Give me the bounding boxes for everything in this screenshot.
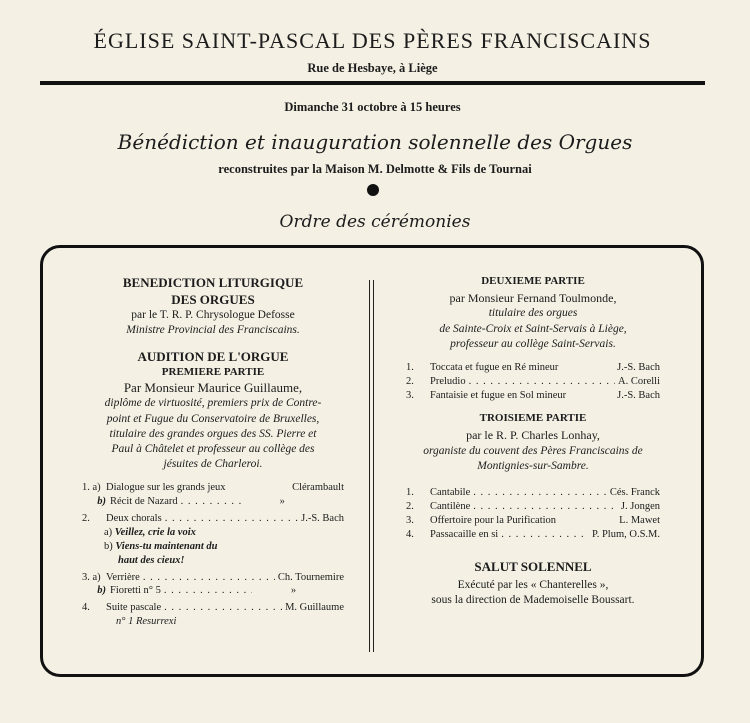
sub-item-label: b) xyxy=(104,540,113,552)
item-title: Cantilène xyxy=(430,500,471,512)
item-number: 3. xyxy=(406,514,414,526)
organist-name: Par Monsieur Maurice Guillaume, xyxy=(123,380,303,396)
program-item xyxy=(406,375,660,389)
organist-name: par le R. P. Charles Lonhay, xyxy=(466,427,600,442)
organist-bio-line: titulaire des orgues xyxy=(488,307,578,320)
header-rule xyxy=(40,81,705,85)
left-column xyxy=(82,274,344,629)
event-date: Dimanche 31 octobre à 15 heures xyxy=(284,100,461,114)
program-item xyxy=(406,389,660,403)
organist-bio-line: de Sainte-Croix et Saint-Servais à Liège, xyxy=(439,322,627,335)
program-item xyxy=(82,571,344,585)
item-composer: L. Mawet xyxy=(619,514,660,526)
item-title: Preludio xyxy=(430,375,466,387)
sub-item-title: Veillez, crie la voix xyxy=(114,526,196,538)
sub-item-title: Viens-tu maintenant du xyxy=(115,540,218,552)
organist-bio-line: Montignies-sur-Sambre. xyxy=(477,459,589,472)
order-title: Ordre des cérémonies xyxy=(279,212,471,232)
item-composer: » xyxy=(279,496,285,508)
item-title: Cantabile xyxy=(430,487,471,499)
item-number: 1. a) xyxy=(82,482,101,494)
sub-item xyxy=(82,526,344,540)
item-title: Récit de Nazard xyxy=(110,496,178,508)
section-heading: DES ORGUES xyxy=(171,292,255,308)
item-number: 1. xyxy=(406,361,414,373)
item-composer: » xyxy=(290,585,297,597)
column-divider-line xyxy=(369,280,370,652)
salut-line: sous la direction de Mademoiselle Boussart. xyxy=(431,593,635,606)
sub-item-continuation: haut des cieux! xyxy=(118,554,185,566)
part-heading: TROISIEME PARTIE xyxy=(479,412,587,425)
organist-bio-line: organiste du couvent des Pères Franciscains de xyxy=(423,444,643,457)
sub-item-label: a) xyxy=(104,526,113,538)
column-divider-line xyxy=(373,280,374,652)
sub-item xyxy=(82,540,344,554)
bullet-dot xyxy=(367,184,379,196)
item-composer: Ch. Tournemire xyxy=(277,571,344,583)
program-item xyxy=(406,528,660,542)
item-composer: J.-S. Bach xyxy=(617,361,660,373)
officiant-role: Ministre Provincial des Franciscains. xyxy=(126,324,300,337)
program-item xyxy=(82,584,344,598)
item-composer: J.-S. Bach xyxy=(301,513,344,525)
item-number: 2. xyxy=(406,500,414,512)
church-address: Rue de Hesbaye, à Liège xyxy=(307,61,438,75)
organist-bio-line: point et Fugue du Conservatoire de Bruxelles, xyxy=(106,412,320,425)
right-column xyxy=(406,274,660,608)
item-title: Dialogue sur les grands jeux xyxy=(106,482,226,494)
item-number: b) xyxy=(97,496,106,508)
organist-bio-line: jésuites de Charleroi. xyxy=(163,458,263,471)
salut-line: Exécuté par les « Chanterelles », xyxy=(457,578,609,591)
organist-bio-line: diplôme de virtuosité, premiers prix de Contre- xyxy=(104,397,322,410)
item-composer: A. Corelli xyxy=(618,375,660,387)
item-composer: J.-S. Bach xyxy=(617,389,660,401)
item-number: 2. xyxy=(406,375,414,387)
item-composer: P. Plum, O.S.M. xyxy=(592,528,660,540)
section-heading: BENEDICTION LITURGIQUE xyxy=(122,275,304,290)
item-title: Toccata et fugue en Ré mineur xyxy=(430,361,559,373)
organist-bio-line: Paul à Châtelet et professeur au collège des xyxy=(111,443,315,455)
item-number: 4. xyxy=(406,528,414,540)
organ-builder: reconstruites par la Maison M. Delmotte & Fils de Tournai xyxy=(218,162,532,176)
item-number: 3. a) xyxy=(82,571,101,583)
organist-bio-line: professeur au collège Saint-Servais. xyxy=(450,337,616,350)
program-item xyxy=(406,486,660,500)
event-title: Bénédiction et inauguration solennelle des Orgues xyxy=(117,130,633,154)
program-item xyxy=(406,514,660,528)
item-composer: J. Jongen xyxy=(620,500,660,512)
program-item xyxy=(82,512,344,526)
organist-name: par Monsieur Fernand Toulmonde, xyxy=(449,290,617,305)
item-title: Deux chorals xyxy=(106,513,162,525)
program-item xyxy=(406,500,660,514)
item-title: Offertoire pour la Purification xyxy=(430,514,557,526)
church-title: ÉGLISE SAINT-PASCAL DES PÈRES FRANCISCAINS xyxy=(93,28,652,53)
item-composer: Cés. Franck xyxy=(609,487,660,499)
item-title: Passacaille en si xyxy=(430,528,499,540)
program-item xyxy=(82,481,344,495)
item-number: 1. xyxy=(406,487,414,499)
sub-item-title: n° 1 Resurrexi xyxy=(116,616,177,628)
item-title: Verrière xyxy=(106,571,140,583)
organist-bio-line: titulaire des grandes orgues des SS. Pierre et xyxy=(109,427,317,440)
program-item xyxy=(82,495,344,509)
item-title: Suite pascale xyxy=(106,602,162,614)
item-number: 3. xyxy=(406,389,414,401)
officiant: par le T. R. P. Chrysologue Defosse xyxy=(131,309,295,322)
program-item xyxy=(406,361,660,375)
salut-heading: SALUT SOLENNEL xyxy=(474,558,592,574)
item-number: 4. xyxy=(82,602,90,614)
item-number: b) xyxy=(97,585,106,597)
item-composer: Clérambault xyxy=(292,482,344,494)
item-composer: M. Guillaume xyxy=(285,602,344,614)
part-heading: PREMIERE PARTIE xyxy=(161,365,265,378)
audition-heading: AUDITION DE L'ORGUE xyxy=(137,348,289,364)
item-number: 2. xyxy=(82,513,90,525)
program-item xyxy=(82,601,344,615)
part-heading: DEUXIEME PARTIE xyxy=(481,275,585,287)
item-title: Fantaisie et fugue en Sol mineur xyxy=(430,389,567,401)
item-title: Fioretti n° 5 xyxy=(110,585,161,597)
